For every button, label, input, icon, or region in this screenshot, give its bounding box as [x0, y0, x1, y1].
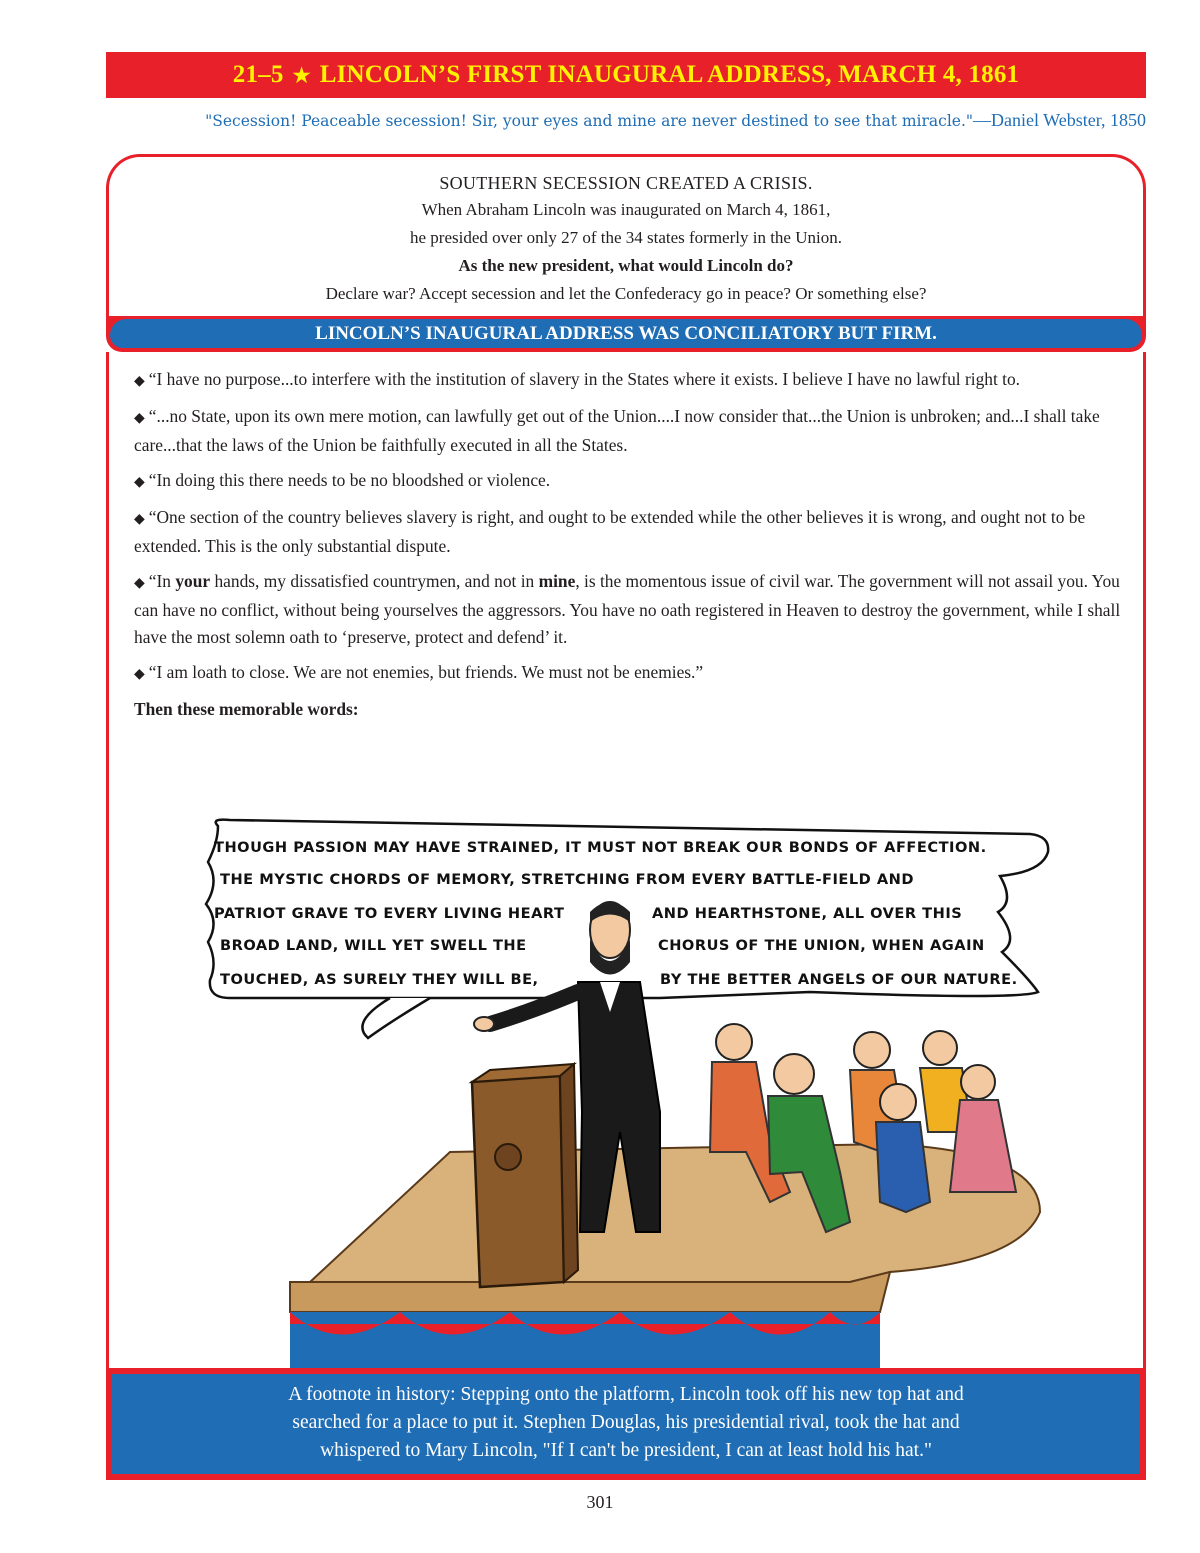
quote-item [134, 568, 1124, 651]
page-number: 301 [586, 1492, 614, 1512]
crisis-box [106, 154, 1146, 317]
section-number: 21–5 [232, 61, 284, 88]
speech-line-4b: CHORUS OF THE UNION, WHEN AGAIN [658, 937, 985, 954]
crisis-line-2: he presided over only 27 of the 34 states formerly in the Union. [410, 228, 842, 247]
footnote-text [112, 1374, 1140, 1474]
star-icon: ★ [292, 64, 311, 87]
quote-text: “In [148, 571, 176, 591]
inauguration-cartoon [190, 812, 1090, 1368]
speech-line-3b: AND HEARTHSTONE, ALL OVER THIS [652, 905, 963, 922]
speech-line-4a: BROAD LAND, WILL YET SWELL THE [220, 937, 527, 954]
section-title: LINCOLN’S FIRST INAUGURAL ADDRESS, MARCH 4, 1861 [319, 61, 1020, 88]
address-band-heading: LINCOLN’S INAUGURAL ADDRESS WAS CONCILIATORY BUT FIRM. [110, 319, 1142, 348]
quote-item [134, 403, 1124, 459]
epigraph-source: —Daniel Webster, 1850 [973, 110, 1146, 130]
diamond-bullet-icon: ◆ [134, 411, 145, 426]
quote-text: “I have no purpose...to interfere with the institution of slavery in the States where it exists. I believe I have no lawful right to. [148, 369, 1021, 389]
quote-text: , is the momentous issue of civil war. The government will not assail you. You can have no conflict, without being yourselves the aggressors. You have no oath registered in Heaven to destroy the government, while I shall have the most solemn oath to ‘preserve, protect and defend’ it. [134, 571, 1121, 647]
podium [472, 1064, 578, 1287]
diamond-bullet-icon: ◆ [134, 512, 145, 527]
diamond-bullet-icon: ◆ [134, 475, 145, 490]
speech-line-5b: BY THE BETTER ANGELS OF OUR NATURE. [660, 971, 1018, 988]
speech-line-3a: PATRIOT GRAVE TO EVERY LIVING HEART [214, 905, 565, 922]
quote-emphasis: mine [538, 571, 576, 591]
audience-man-blue [876, 1084, 930, 1212]
crisis-line-1: When Abraham Lincoln was inaugurated on March 4, 1861, [421, 200, 831, 219]
speech-line-5a: TOUCHED, AS SURELY THEY WILL BE, [220, 971, 539, 988]
quote-text: “One section of the country believes slavery is right, and ought to be extended while the other believes it is wrong, and ought not to be extended. This is the only substantial dispute. [134, 507, 1086, 556]
address-band [106, 316, 1146, 352]
diamond-bullet-icon: ◆ [134, 374, 145, 389]
crisis-line-4: Declare war? Accept secession and let the Confederacy go in peace? Or something else? [325, 284, 927, 303]
diamond-bullet-icon: ◆ [134, 667, 145, 682]
quote-text: hands, my dissatisfied countrymen, and not in [210, 571, 539, 591]
footnote-line-2: searched for a place to put it. Stephen Douglas, his presidential rival, took the hat and [292, 1412, 960, 1433]
epigraph-quote: "Secession! Peaceable secession! Sir, your eyes and mine are never destined to see that miracle." [205, 112, 974, 130]
footnote-line-3: whispered to Mary Lincoln, "If I can't be president, I can at least hold his hat." [320, 1440, 932, 1461]
crisis-heading: SOUTHERN SECESSION CREATED A CRISIS. [439, 173, 813, 193]
quote-item [134, 467, 1124, 496]
quote-emphasis: your [175, 571, 211, 591]
quote-text: “I am loath to close. We are not enemies, but friends. We must not be enemies.” [148, 662, 704, 682]
speech-line-2: THE MYSTIC CHORDS OF MEMORY, STRETCHING FROM EVERY BATTLE-FIELD AND [220, 871, 914, 888]
closing-line: Then these memorable words: [134, 699, 359, 719]
speech-line-1: THOUGH PASSION MAY HAVE STRAINED, IT MUST NOT BREAK OUR BONDS OF AFFECTION. [214, 839, 987, 856]
section-title-bar [106, 52, 1146, 98]
crisis-line-3: As the new president, what would Lincoln do? [458, 256, 794, 275]
epigraph [106, 110, 1146, 131]
quote-list [134, 366, 1124, 731]
quote-text: “In doing this there needs to be no bloodshed or violence. [148, 470, 551, 490]
quote-item [134, 366, 1124, 395]
speech-bubble-tail [362, 998, 430, 1038]
quote-item [134, 504, 1124, 560]
footnote-line-1: A footnote in history: Stepping onto the platform, Lincoln took off his new top hat and [288, 1384, 964, 1405]
diamond-bullet-icon: ◆ [134, 576, 145, 591]
footnote-box [106, 1368, 1146, 1480]
quote-item [134, 659, 1124, 688]
quote-text: “...no State, upon its own mere motion, can lawfully get out of the Union....I now consider that...the Union is unbroken; and...I shall take care...that the laws of the Union be faithfully executed in all the States. [134, 406, 1100, 455]
